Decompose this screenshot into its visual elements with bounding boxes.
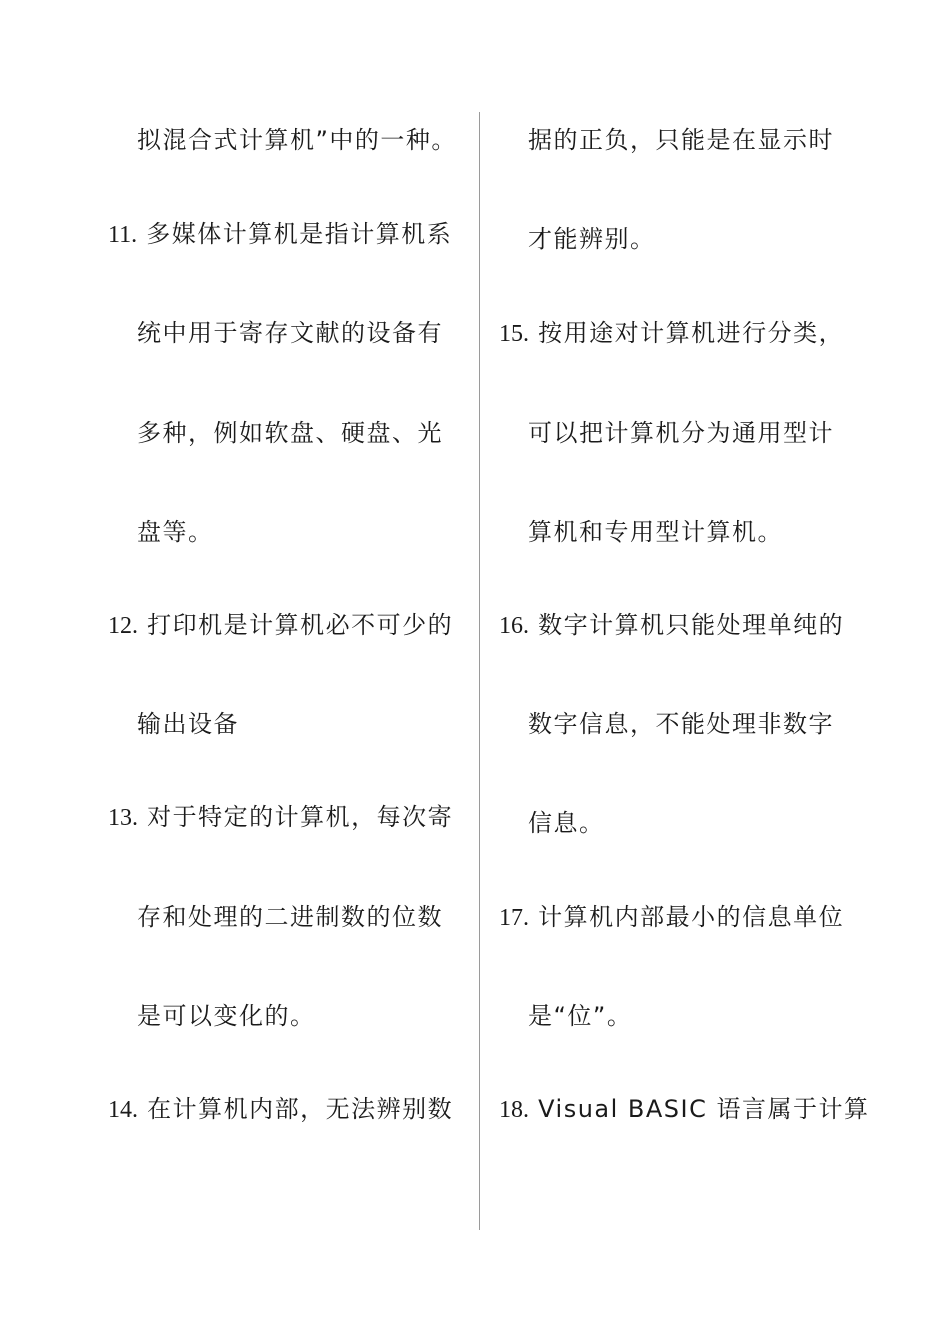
line-text: 在计算机内部，无法辨别数 — [138, 1095, 454, 1123]
line-text: 数字计算机只能处理单纯的 — [529, 611, 845, 639]
right-line-8 — [528, 808, 605, 839]
right-line-5 — [528, 517, 783, 548]
left-line-2 — [108, 219, 452, 250]
line-text: 按用途对计算机进行分类， — [529, 319, 845, 347]
left-line-4 — [137, 418, 443, 449]
right-line-3 — [499, 318, 844, 349]
line-text: 盘等。 — [137, 518, 214, 546]
line-text: 是“位”。 — [528, 1002, 633, 1030]
line-text: 输出设备 — [137, 710, 239, 738]
left-line-8 — [108, 802, 453, 833]
line-text: 数字信息，不能处理非数字 — [528, 710, 834, 738]
item-number: 11. — [108, 222, 138, 248]
item-number: 12. — [108, 613, 138, 639]
left-line-9 — [137, 902, 443, 933]
line-text: 据的正负，只能是在显示时 — [528, 126, 834, 154]
line-text: 对于特定的计算机，每次寄 — [138, 803, 454, 831]
left-line-1 — [137, 125, 457, 156]
right-line-2 — [528, 224, 656, 255]
item-number: 17. — [499, 905, 529, 931]
line-text: 多种，例如软盘、硬盘、光 — [137, 419, 443, 447]
item-number: 14. — [108, 1097, 138, 1123]
line-text: 信息。 — [528, 809, 605, 837]
item-number: 16. — [499, 613, 529, 639]
left-line-6 — [108, 610, 453, 641]
line-text: 打印机是计算机必不可少的 — [138, 611, 454, 639]
left-line-11 — [108, 1094, 453, 1125]
line-text: 计算机内部最小的信息单位 — [529, 903, 845, 931]
line-text: 拟混合式计算机”中的一种。 — [137, 126, 457, 154]
item-number: 15. — [499, 321, 529, 347]
right-line-9 — [499, 902, 844, 933]
line-text: 统中用于寄存文献的设备有 — [137, 319, 443, 347]
line-text: 可以把计算机分为通用型计 — [528, 419, 834, 447]
left-line-5 — [137, 517, 214, 548]
right-line-1 — [528, 125, 834, 156]
line-text: 存和处理的二进制数的位数 — [137, 903, 443, 931]
line-text: 才能辨别。 — [528, 225, 656, 253]
column-divider — [479, 112, 480, 1230]
left-line-7 — [137, 709, 239, 740]
right-line-4 — [528, 418, 834, 449]
item-number: 13. — [108, 805, 138, 831]
line-text: 多媒体计算机是指计算机系 — [137, 220, 453, 248]
line-text: Visual BASIC 语言属于计算 — [529, 1095, 870, 1123]
line-text: 是可以变化的。 — [137, 1002, 316, 1030]
right-line-7 — [528, 709, 834, 740]
left-line-3 — [137, 318, 443, 349]
right-line-6 — [499, 610, 844, 641]
left-line-10 — [137, 1001, 316, 1032]
right-line-10 — [528, 1001, 632, 1032]
right-line-11 — [499, 1094, 870, 1125]
line-text: 算机和专用型计算机。 — [528, 518, 783, 546]
item-number: 18. — [499, 1097, 529, 1123]
